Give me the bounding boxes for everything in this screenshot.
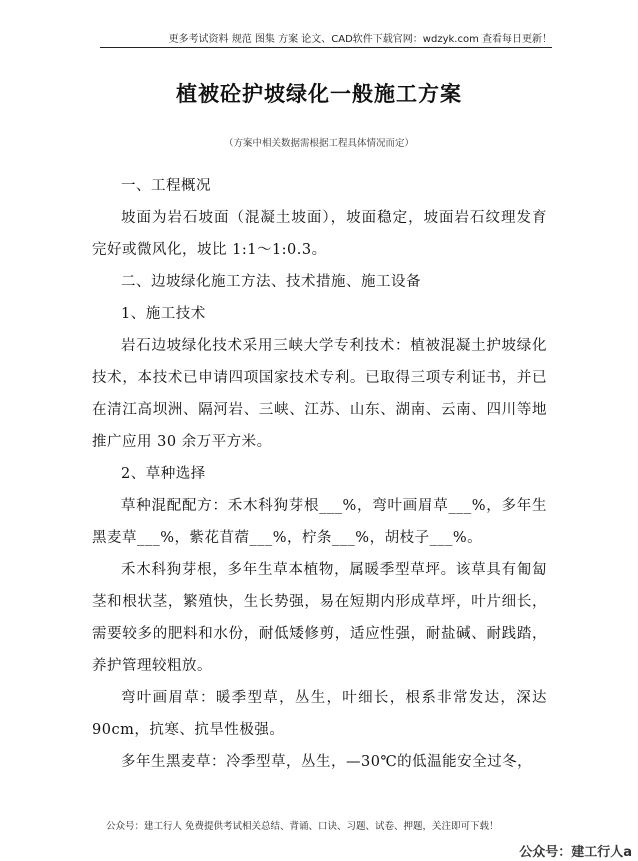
watermark: 公众号：建工行人a [519, 845, 632, 860]
body-paragraph: 弯叶画眉草：暖季型草，丛生，叶细长，根系非常发达，深达 90cm，抗寒、抗旱性极强。 [92, 690, 547, 738]
page-footer: 公众号：建工行人 免费提供考试相关总结、背诵、口诀、习题、试卷、押题，关注即可下载！ [106, 821, 499, 832]
header-divider [100, 47, 552, 48]
page-header: 更多考试资料 规范 图集 方案 论文、CAD软件下载官网：wdzyk.com 查看每日更新！ [168, 34, 552, 45]
document-body [92, 170, 547, 778]
body-paragraph: 岩石边坡绿化技术采用三峡大学专利技术：植被混凝土护坡绿化技术，本技术已申请四项国家技术专利。已取得三项专利证书，并已在清江高坝洲、隔河岩、三峡、江苏、山东、湖南、云南、四川等地推广应用 30 余万平方米。 [92, 338, 547, 450]
body-paragraph: 草种混配配方：禾木科狗芽根___%，弯叶画眉草___%，多年生黑麦草___%，紫花苜蓿___%，柠条___%，胡枝子___%。 [92, 498, 547, 546]
document-title: 植被砼护坡绿化一般施工方案 [176, 81, 462, 106]
body-paragraph: 坡面为岩石坡面（混凝土坡面），坡面稳定，坡面岩石纹理发育完好或微风化，坡比 1:1～1:0.3。 [92, 210, 547, 258]
document-subtitle: （方案中相关数据需根据工程具体情况而定） [223, 138, 414, 149]
body-paragraph: 多年生黑麦草：冷季型草，丛生，—30℃的低温能安全过冬， [121, 754, 533, 770]
section-heading: 一、工程概况 [121, 178, 211, 194]
subsection-heading: 2、草种选择 [121, 466, 206, 482]
subsection-heading: 1、施工技术 [121, 306, 206, 322]
section-heading: 二、边坡绿化施工方法、技术措施、施工设备 [121, 274, 421, 290]
body-paragraph: 禾木科狗芽根，多年生草本植物，属暖季型草坪。该草具有匍匐茎和根状茎，繁殖快，生长势强，易在短期内形成草坪，叶片细长，需要较多的肥料和水份，耐低矮修剪，适应性强，耐盐碱、耐践踏，养护管理较粗放。 [92, 562, 547, 674]
